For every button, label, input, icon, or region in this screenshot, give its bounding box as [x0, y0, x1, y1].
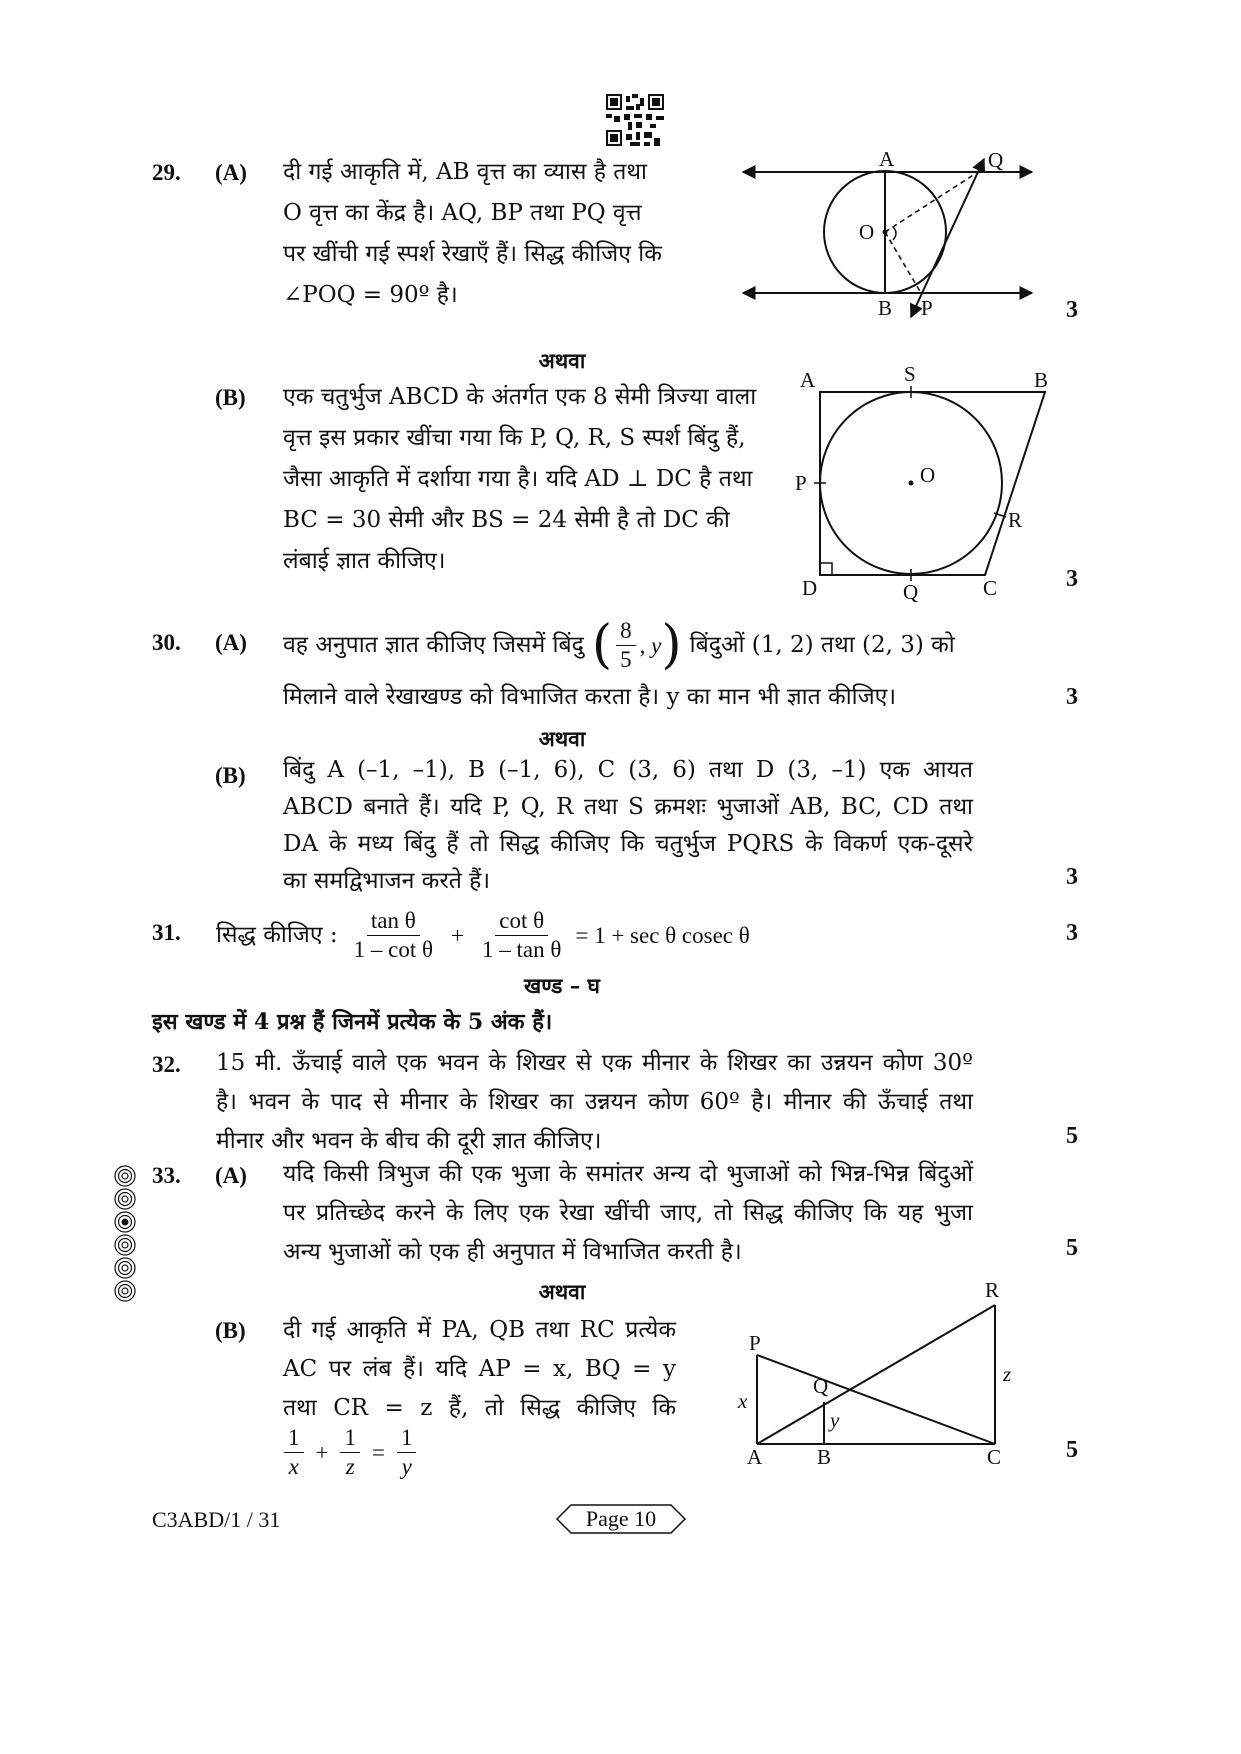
or-separator: अथवा — [538, 348, 586, 373]
q33a-text — [283, 1155, 973, 1272]
fig-label-R: R — [1008, 508, 1023, 532]
fraction — [284, 1424, 304, 1481]
spiral-ornament — [112, 1164, 138, 1304]
figure-incircle-quadrilateral — [790, 362, 1060, 602]
part-label: (A) — [215, 160, 247, 185]
text-line: O वृत्त का केंद्र है। AQ, BP तथा PQ वृत्त — [283, 200, 642, 226]
fig-label-z: z — [1003, 1362, 1012, 1386]
marks: 5 — [1066, 1123, 1078, 1149]
q29a-text — [283, 152, 683, 316]
fraction-numerator: 1 — [284, 1424, 304, 1453]
text-line: ABCD बनाते हैं। यदि P, Q, R तथा S क्रमशः भुजाओं AB, BC, CD तथा — [283, 794, 973, 820]
equation-rhs: = 1 + sec θ cosec θ — [575, 922, 750, 948]
text-line: लंबाई ज्ञात कीजिए। — [283, 548, 446, 574]
text-line: DA के मध्य बिंदु हैं तो सिद्ध कीजिए कि चतुर्भुज PQRS के विकर्ण एक-दूसरे — [283, 831, 973, 857]
part-label: (B) — [215, 763, 246, 788]
text-line: जैसा आकृति में दर्शाया गया है। यदि AD ⊥ DC है तथा — [283, 466, 753, 492]
text-segment: वह अनुपात ज्ञात कीजिए जिसमें बिंदु — [283, 631, 584, 658]
fig-label-C: C — [987, 1445, 1002, 1469]
q29b-text — [283, 377, 783, 582]
text-line: का समद्विभाजन करते हैं। — [283, 868, 491, 894]
q30b-text — [283, 752, 973, 900]
equals-sign: = — [371, 1439, 385, 1465]
part-label: (B) — [215, 1318, 246, 1343]
fig-label-P: P — [921, 296, 933, 320]
fraction-denominator: 1 – tan θ — [481, 936, 562, 962]
fraction — [350, 907, 437, 964]
fraction-numerator: 1 — [340, 1424, 360, 1453]
fraction-numerator: tan θ — [367, 907, 420, 936]
marks: 5 — [1066, 1437, 1078, 1463]
fraction-denominator: z — [345, 1454, 355, 1479]
fig-label-A: A — [879, 147, 895, 171]
question-number: 30. — [152, 630, 181, 655]
marks: 3 — [1066, 297, 1078, 323]
fig-label-B: B — [878, 296, 893, 320]
plus-sign: + — [315, 1439, 329, 1465]
fraction-numerator: cot θ — [495, 907, 548, 936]
text-line: एक चतुर्भुज ABCD के अंतर्गत एक 8 सेमी त्रिज्या वाला — [283, 384, 757, 410]
fig-label-S: S — [904, 362, 916, 386]
plus-sign: + — [451, 922, 464, 948]
figure-perpendiculars — [735, 1275, 1035, 1475]
paper-code: C3ABD/1 / 31 — [152, 1507, 281, 1532]
q30a-line1 — [283, 610, 983, 680]
fig-label-R: R — [985, 1278, 1000, 1302]
or-separator: अथवा — [538, 726, 586, 751]
fig-label-Q: Q — [813, 1374, 829, 1398]
question-number: 31. — [152, 920, 181, 945]
text-line: है। भवन के पाद से मीनार के शिखर का उन्नयन कोण 60º है। मीनार की ऊँचाई तथा — [216, 1089, 973, 1115]
marks: 5 — [1066, 1235, 1078, 1261]
right-paren: ) — [661, 615, 682, 675]
question-number: 33. — [152, 1163, 181, 1188]
q31-identity — [216, 898, 750, 972]
fraction — [397, 1424, 417, 1481]
fig-label-O: O — [920, 463, 936, 487]
fraction-denominator: 5 — [620, 646, 632, 672]
question-number: 29. — [152, 160, 181, 185]
fraction — [616, 617, 636, 674]
text-line: दी गई आकृति में PA, QB तथा RC प्रत्येक — [283, 1317, 676, 1343]
text-line: बिंदु A (–1, –1), B (–1, 6), C (3, 6) तथा D (3, –1) एक आयत — [283, 757, 973, 783]
fraction-denominator: x — [288, 1454, 299, 1479]
fig-label-C: C — [983, 576, 998, 600]
fraction-numerator: 8 — [616, 617, 636, 646]
text-line: AC पर लंब हैं। यदि AP = x, BQ = y — [283, 1356, 676, 1382]
text-line: वृत्त इस प्रकार खींचा गया कि P, Q, R, S स्पर्श बिंदु हैं, — [283, 425, 746, 451]
q32-text — [216, 1044, 973, 1161]
fig-label-Q: Q — [988, 148, 1004, 172]
page-number: Page 10 — [585, 1506, 657, 1531]
or-separator: अथवा — [538, 1279, 586, 1304]
fig-label-A: A — [800, 368, 816, 392]
fig-label-Q: Q — [903, 580, 919, 602]
fraction-denominator: 1 – cot θ — [353, 936, 433, 962]
text-line: ∠POQ = 90º है। — [283, 282, 458, 308]
fig-label-P: P — [749, 1331, 761, 1355]
fig-label-P: P — [795, 471, 807, 495]
fig-label-A: A — [747, 1445, 763, 1469]
fraction — [340, 1424, 360, 1481]
fraction-denominator: y — [401, 1454, 412, 1479]
qr-code — [606, 94, 664, 146]
q33b-equation — [280, 1424, 420, 1481]
q30a-line2: मिलाने वाले रेखाखण्ड को विभाजित करता है। y का मान भी ज्ञात कीजिए। — [283, 684, 897, 710]
text-line: BC = 30 सेमी और BS = 24 सेमी है तो DC की — [283, 507, 730, 533]
text-line: अन्य भुजाओं को एक ही अनुपात में विभाजित करती है। — [283, 1239, 742, 1265]
marks: 3 — [1066, 920, 1078, 946]
text-line: यदि किसी त्रिभुज की एक भुजा के समांतर अन्य दो भुजाओं को भिन्न-भिन्न बिंदुओं — [283, 1161, 973, 1187]
marks: 3 — [1066, 684, 1078, 710]
text-line: 15 मी. ऊँचाई वाले एक भवन के शिखर से एक मीनार के शिखर का उन्नयन कोण 30º — [216, 1050, 973, 1076]
fig-label-x: x — [738, 1389, 748, 1413]
question-number: 32. — [152, 1052, 181, 1077]
fig-label-B: B — [817, 1445, 832, 1469]
fig-label-O: O — [859, 220, 875, 244]
text-line: दी गई आकृति में, AB वृत्त का व्यास है तथा — [283, 159, 648, 185]
section-note: इस खण्ड में 4 प्रश्न हैं जिनमें प्रत्येक के 5 अंक हैं। — [152, 1009, 553, 1035]
text-segment: बिंदुओं (1, 2) तथा (2, 3) को — [689, 631, 955, 658]
part-label: (A) — [215, 630, 247, 655]
fig-label-D: D — [802, 576, 818, 600]
point-y: , y — [639, 632, 662, 658]
marks: 3 — [1066, 566, 1078, 592]
fraction — [478, 907, 565, 964]
figure-circle-tangents — [735, 145, 1040, 325]
fraction-numerator: 1 — [397, 1424, 417, 1453]
marks: 3 — [1066, 864, 1078, 890]
text-line: पर प्रतिच्छेद करने के लिए एक रेखा खींची जाए, तो सिद्ध कीजिए कि यह भुजा — [283, 1200, 973, 1226]
text-line: मीनार और भवन के बीच की दूरी ज्ञात कीजिए। — [216, 1128, 602, 1154]
point-coordinate — [592, 617, 682, 674]
section-title: खण्ड – घ — [524, 973, 600, 998]
q33b-text — [283, 1311, 676, 1428]
fig-label-B: B — [1034, 368, 1049, 392]
fig-label-y: y — [830, 1408, 840, 1432]
text-line: तथा CR = z हैं, तो सिद्ध कीजिए कि — [283, 1395, 676, 1421]
text-segment: सिद्ध कीजिए : — [216, 921, 338, 948]
part-label: (B) — [215, 385, 246, 410]
text-line: पर खींची गई स्पर्श रेखाएँ हैं। सिद्ध कीजिए कि — [283, 241, 662, 267]
part-label: (A) — [215, 1163, 247, 1188]
left-paren: ( — [591, 615, 613, 675]
